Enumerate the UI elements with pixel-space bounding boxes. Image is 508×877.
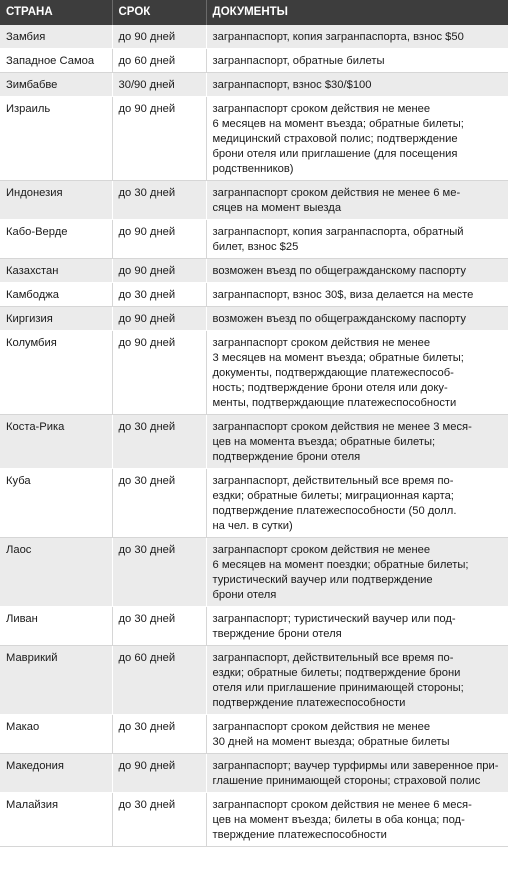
table-row [0, 793, 508, 847]
documents-cell: загранпаспорт сроком действия не менее 3 меся- цев на момента въезда; обратные билеты; подтверждение брони отеля [206, 415, 508, 469]
documents-cell: загранпаспорт сроком действия не менее 3 месяцев на момент въезда; обратные билеты; документы, подтверждающие платежеспособ- ность; подтверждение брони отеля или доку- менты, подтверждающие платежеспособности [206, 331, 508, 415]
term-cell: 30/90 дней [112, 73, 206, 97]
table-row [0, 415, 508, 469]
documents-cell: возможен въезд по общегражданскому паспорту [206, 307, 508, 331]
table-row [0, 220, 508, 259]
documents-cell: загранпаспорт; туристический ваучер или под- тверждение брони отеля [206, 607, 508, 646]
table-row [0, 73, 508, 97]
table-row [0, 754, 508, 793]
documents-cell: загранпаспорт, действительный все время по- ездки; обратные билеты; подтверждение брони отеля или приглашение принимающей стороны; подтверждение платежеспособности [206, 646, 508, 715]
term-cell: до 60 дней [112, 49, 206, 73]
country-cell: Лаос [0, 538, 112, 607]
documents-cell: загранпаспорт сроком действия не менее 6 месяцев на момент въезда; обратные билеты; медицинский страховой полис; подтверждение брони отеля или приглашение (для посещения родственников) [206, 97, 508, 181]
country-cell: Колумбия [0, 331, 112, 415]
table-row [0, 283, 508, 307]
country-cell: Камбоджа [0, 283, 112, 307]
documents-cell: загранпаспорт, копия загранпаспорта, взнос $50 [206, 25, 508, 49]
country-cell: Израиль [0, 97, 112, 181]
table-row [0, 469, 508, 538]
term-cell: до 30 дней [112, 793, 206, 847]
country-cell: Маврикий [0, 646, 112, 715]
table-row [0, 259, 508, 283]
country-cell: Казахстан [0, 259, 112, 283]
term-cell: до 30 дней [112, 715, 206, 754]
country-cell: Малайзия [0, 793, 112, 847]
term-cell: до 30 дней [112, 415, 206, 469]
term-cell: до 90 дней [112, 331, 206, 415]
table-row [0, 181, 508, 220]
term-cell: до 30 дней [112, 607, 206, 646]
documents-cell: возможен въезд по общегражданскому паспорту [206, 259, 508, 283]
term-cell: до 90 дней [112, 220, 206, 259]
table-row [0, 25, 508, 49]
documents-cell: загранпаспорт, взнос $30/$100 [206, 73, 508, 97]
table-row [0, 307, 508, 331]
country-cell: Киргизия [0, 307, 112, 331]
documents-cell: загранпаспорт, действительный все время по- ездки; обратные билеты; миграционная карта; подтверждение платежеспособности (50 долл. на чел. в сутки) [206, 469, 508, 538]
documents-cell: загранпаспорт; ваучер турфирмы или заверенное при- глашение принимающей стороны; страховой полис [206, 754, 508, 793]
documents-cell: загранпаспорт, взнос 30$, виза делается на месте [206, 283, 508, 307]
table-row [0, 538, 508, 607]
table-row [0, 331, 508, 415]
documents-cell: загранпаспорт сроком действия не менее 6 меся- цев на момент въезда; билеты в оба конца; под- тверждение платежеспособности [206, 793, 508, 847]
term-cell: до 90 дней [112, 307, 206, 331]
term-cell: до 30 дней [112, 469, 206, 538]
documents-cell: загранпаспорт, копия загранпаспорта, обратный билет, взнос $25 [206, 220, 508, 259]
header-country: СТРАНА [0, 0, 112, 25]
table-body [0, 25, 508, 847]
table-row [0, 607, 508, 646]
term-cell: до 90 дней [112, 754, 206, 793]
table-row [0, 97, 508, 181]
country-cell: Коста-Рика [0, 415, 112, 469]
header-documents: ДОКУМЕНТЫ [206, 0, 508, 25]
country-cell: Куба [0, 469, 112, 538]
term-cell: до 90 дней [112, 259, 206, 283]
country-cell: Македония [0, 754, 112, 793]
term-cell: до 90 дней [112, 25, 206, 49]
term-cell: до 90 дней [112, 97, 206, 181]
country-cell: Зимбабве [0, 73, 112, 97]
country-cell: Замбия [0, 25, 112, 49]
header-row [0, 0, 508, 25]
country-cell: Макао [0, 715, 112, 754]
country-cell: Индонезия [0, 181, 112, 220]
table-row [0, 715, 508, 754]
documents-cell: загранпаспорт сроком действия не менее 6 месяцев на момент поездки; обратные билеты; туристический ваучер или подтверждение брони отеля [206, 538, 508, 607]
country-cell: Ливан [0, 607, 112, 646]
term-cell: до 30 дней [112, 181, 206, 220]
header-term: СРОК [112, 0, 206, 25]
country-cell: Кабо-Верде [0, 220, 112, 259]
table-row [0, 646, 508, 715]
table-row [0, 49, 508, 73]
country-cell: Западное Самоа [0, 49, 112, 73]
term-cell: до 30 дней [112, 538, 206, 607]
term-cell: до 60 дней [112, 646, 206, 715]
term-cell: до 30 дней [112, 283, 206, 307]
documents-cell: загранпаспорт сроком действия не менее 6 ме- сяцев на момент выезда [206, 181, 508, 220]
documents-cell: загранпаспорт сроком действия не менее 30 дней на момент выезда; обратные билеты [206, 715, 508, 754]
table-header [0, 0, 508, 25]
documents-cell: загранпаспорт, обратные билеты [206, 49, 508, 73]
